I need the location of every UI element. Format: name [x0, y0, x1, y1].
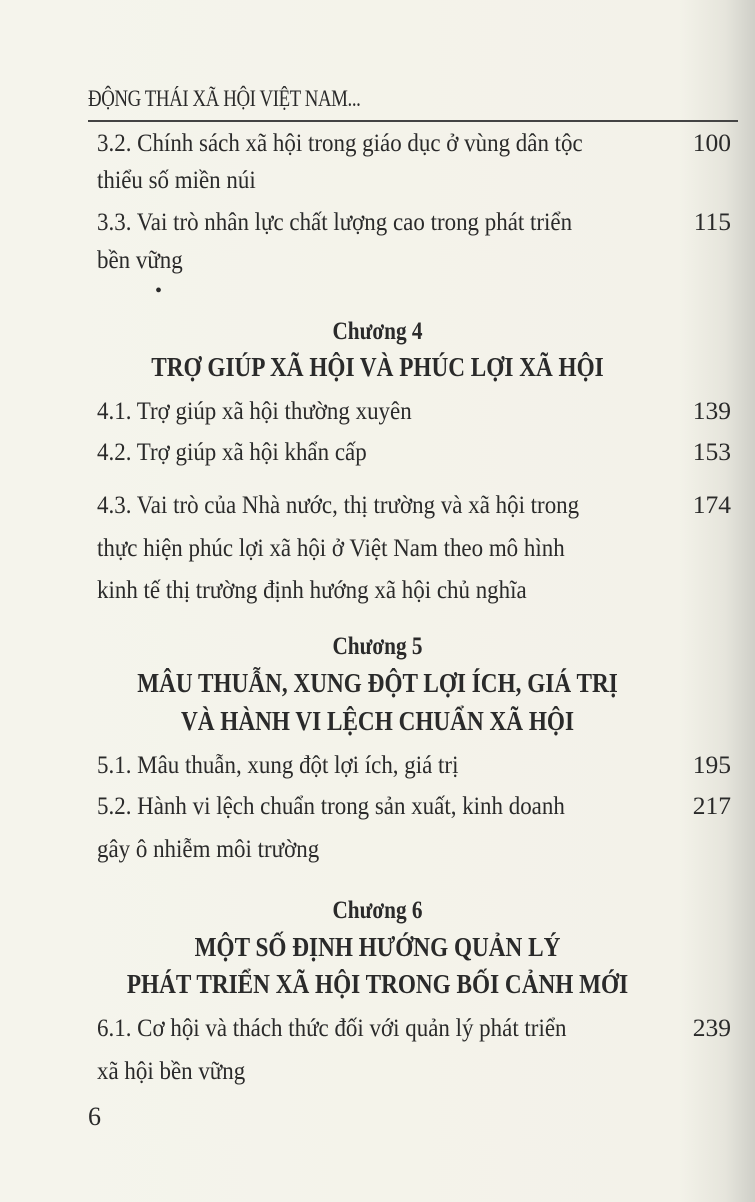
stray-mark: •	[155, 280, 163, 302]
toc-entry-line: 3.2. Chính sách xã hội trong giáo dục ở vùng dân tộc	[97, 128, 583, 157]
chapter-title: TRỢ GIÚP XÃ HỘI VÀ PHÚC LỢI XÃ HỘI	[151, 352, 604, 382]
chapter-title: MỘT SỐ ĐỊNH HƯỚNG QUẢN LÝ	[194, 932, 561, 962]
toc-entry-line: thiểu số miền núi	[97, 165, 256, 194]
toc-entry-line: 5.2. Hành vi lệch chuẩn trong sản xuất, kinh doanh	[97, 791, 565, 820]
toc-page-number: 174	[692, 490, 731, 519]
toc-entry-line: xã hội bền vững	[97, 1056, 246, 1085]
toc-page-number: 115	[693, 207, 731, 236]
toc-entry-line: 4.3. Vai trò của Nhà nước, thị trường và xã hội trong	[97, 490, 580, 519]
chapter-label: Chương 4	[332, 318, 423, 345]
chapter-label: Chương 5	[332, 633, 423, 660]
toc-page-number: 153	[692, 437, 731, 466]
page-number: 6	[88, 1102, 101, 1131]
toc-entry-line: 4.2. Trợ giúp xã hội khẩn cấp	[97, 437, 367, 466]
toc-page-number: 139	[692, 396, 731, 425]
chapter-label: Chương 6	[332, 897, 423, 924]
toc-entry-line: 5.1. Mâu thuẫn, xung đột lợi ích, giá trị	[97, 750, 459, 779]
toc-entry-line: kinh tế thị trường định hướng xã hội chủ nghĩa	[97, 575, 527, 604]
toc-entry-line: gây ô nhiễm môi trường	[97, 834, 320, 863]
header-rule	[88, 120, 738, 122]
toc-entry-line: 6.1. Cơ hội và thách thức đối với quản lý phát triển	[97, 1013, 567, 1042]
running-header: ĐỘNG THÁI XÃ HỘI VIỆT NAM...	[88, 86, 361, 111]
toc-entry-line: bền vững	[97, 245, 183, 274]
toc-page-number: 239	[692, 1013, 731, 1042]
toc-entry-line: 3.3. Vai trò nhân lực chất lượng cao trong phát triển	[97, 207, 573, 236]
chapter-title: PHÁT TRIỂN XÃ HỘI TRONG BỐI CẢNH MỚI	[126, 969, 629, 999]
toc-page-number: 195	[692, 750, 731, 779]
toc-page-number: 217	[692, 791, 731, 820]
toc-page-number: 100	[692, 128, 731, 157]
toc-entry-line: thực hiện phúc lợi xã hội ở Việt Nam theo mô hình	[97, 533, 565, 562]
chapter-title: MÂU THUẪN, XUNG ĐỘT LỢI ÍCH, GIÁ TRỊ	[137, 668, 618, 698]
chapter-title: VÀ HÀNH VI LỆCH CHUẨN XÃ HỘI	[180, 706, 575, 736]
toc-entry-line: 4.1. Trợ giúp xã hội thường xuyên	[97, 396, 412, 425]
